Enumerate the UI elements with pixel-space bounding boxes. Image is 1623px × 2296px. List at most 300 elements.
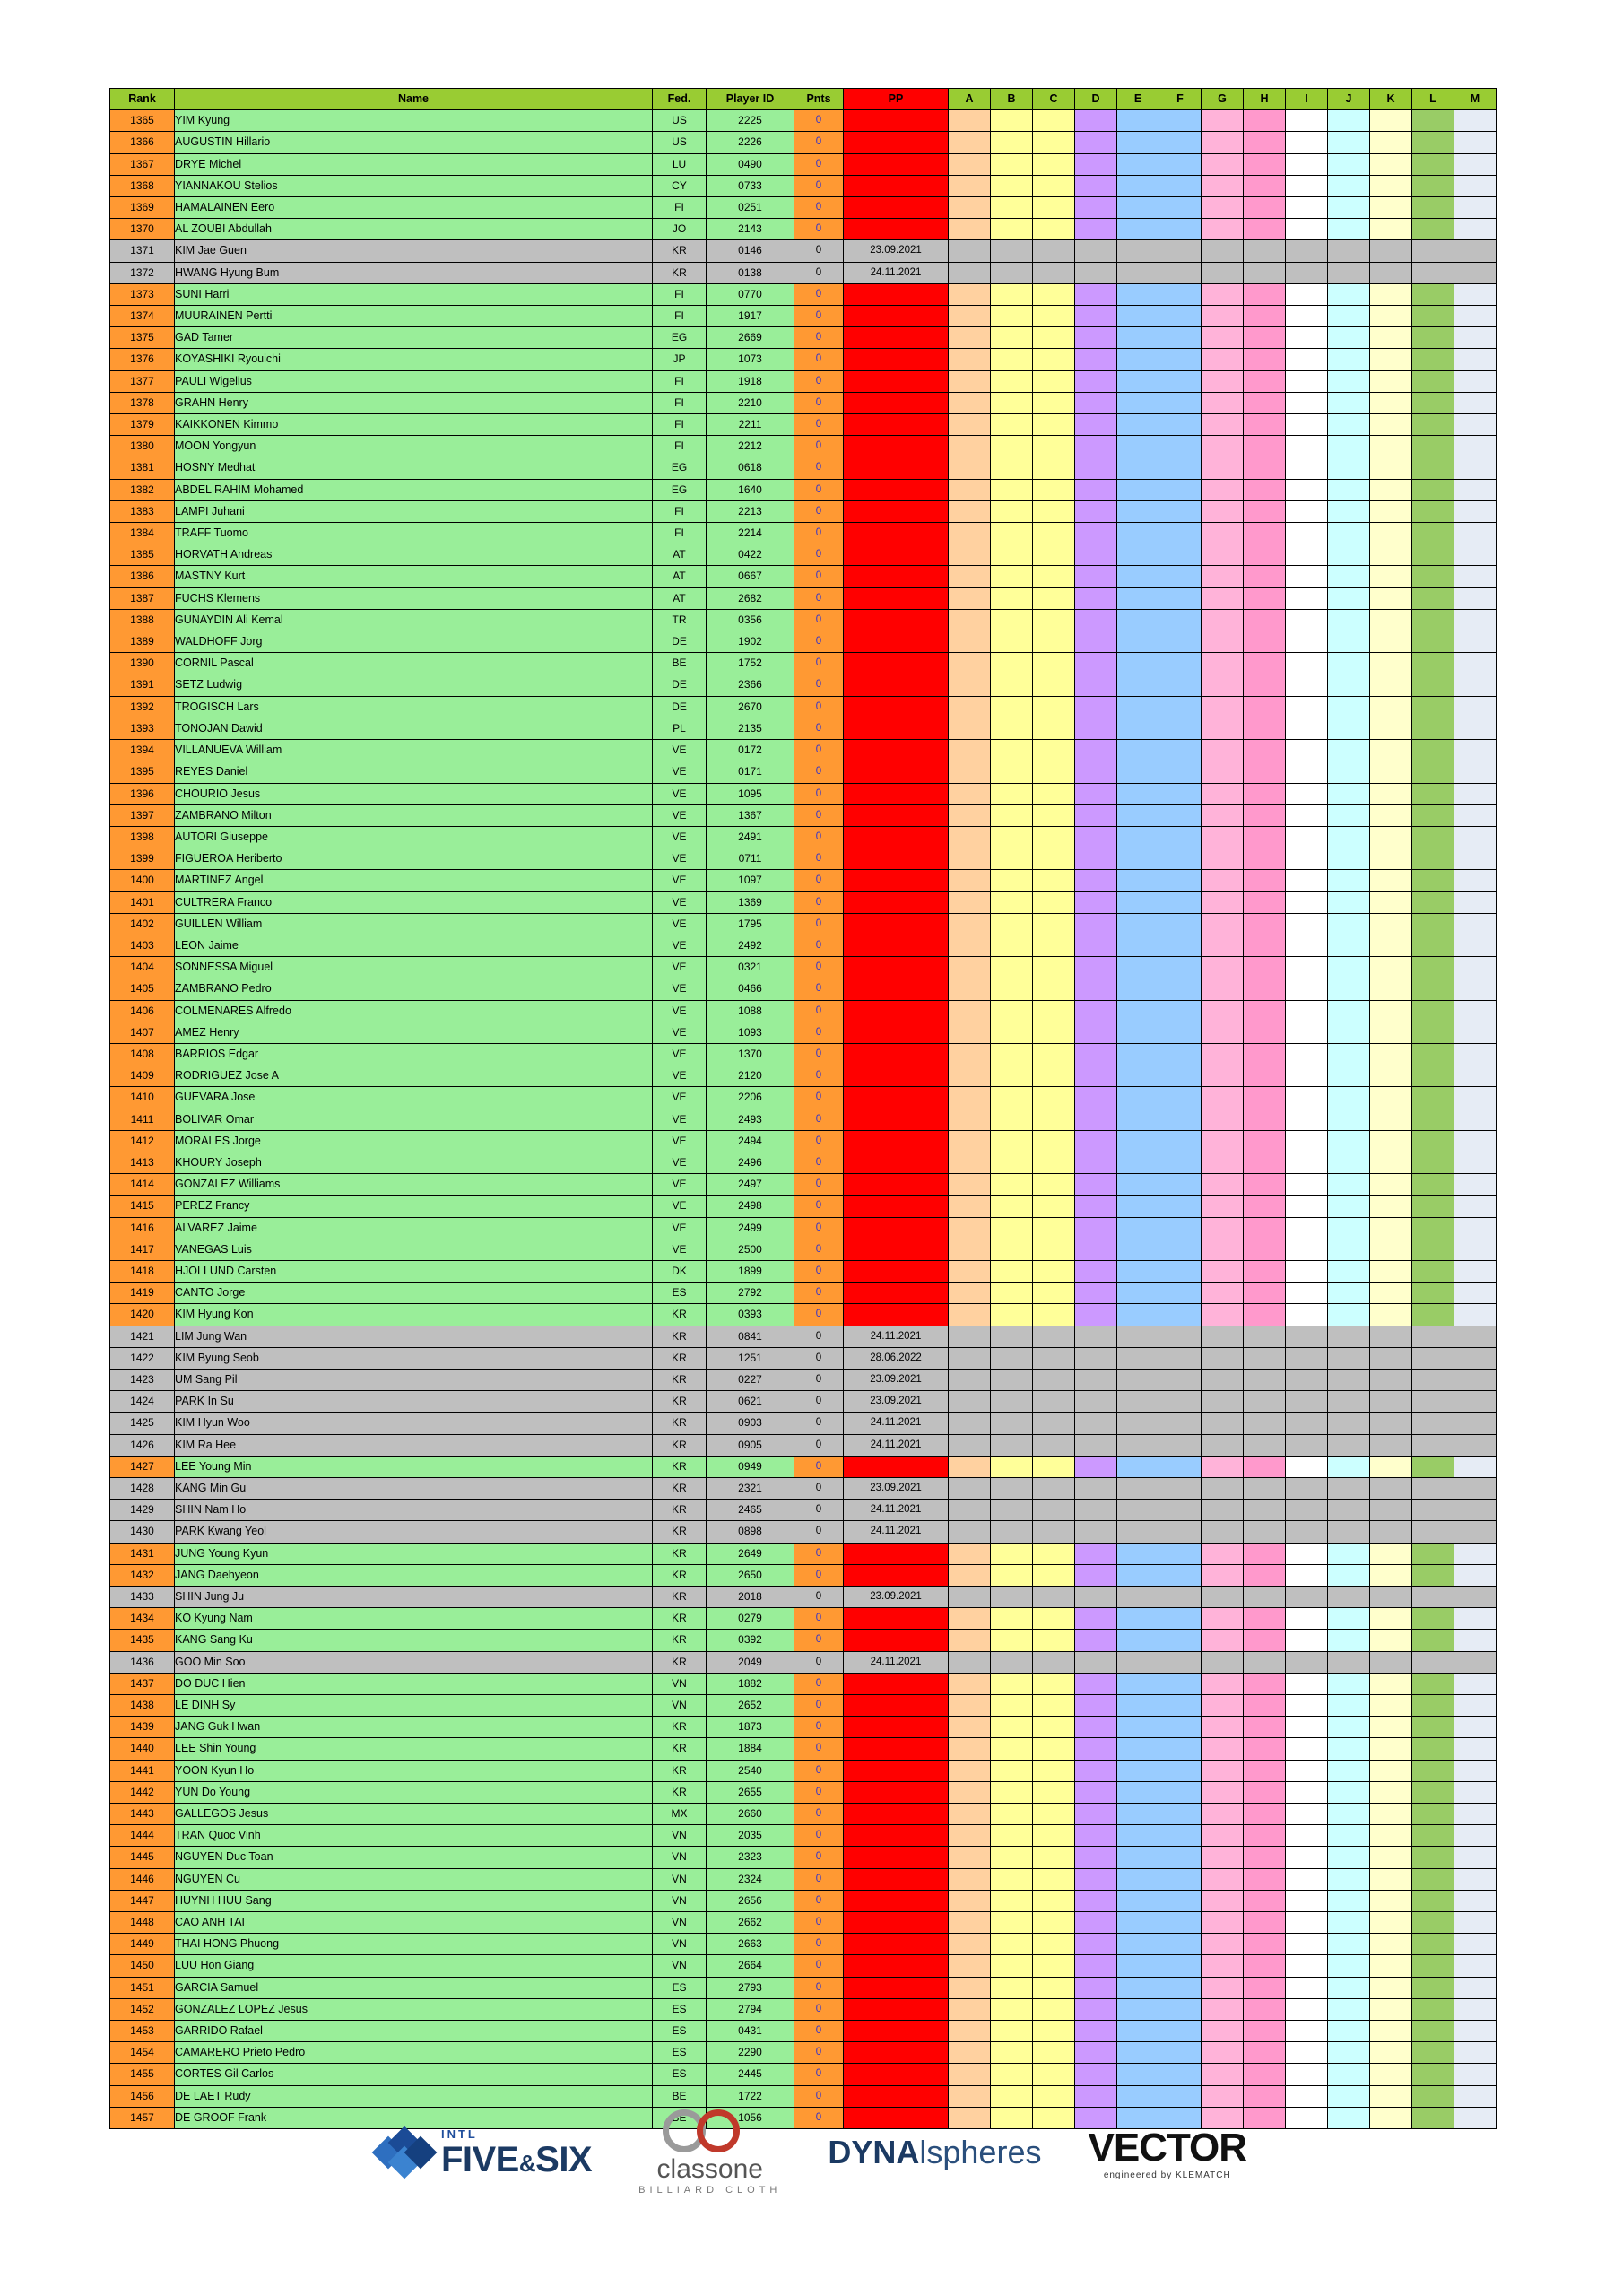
cell-letter-12 [1454, 935, 1497, 956]
cell-player-id: 0618 [707, 457, 794, 479]
cell-letter-5 [1159, 1521, 1202, 1543]
cell-player-id: 1056 [707, 2107, 794, 2128]
cell-letter-11 [1412, 1174, 1454, 1196]
cell-fed: FI [653, 392, 707, 413]
cell-rank: 1449 [110, 1934, 175, 1955]
cell-letter-6 [1202, 1000, 1244, 1022]
cell-player-id: 2120 [707, 1065, 794, 1087]
cell-letter-11 [1412, 1152, 1454, 1173]
cell-letter-11 [1412, 262, 1454, 283]
cell-letter-4 [1117, 1998, 1159, 2020]
cell-pnts: 0 [794, 2064, 844, 2085]
cell-rank: 1391 [110, 674, 175, 696]
cell-letter-11 [1412, 436, 1454, 457]
cell-letter-2 [1033, 587, 1075, 609]
cell-pnts: 0 [794, 1283, 844, 1304]
cell-letter-8 [1286, 1196, 1328, 1217]
cell-letter-12 [1454, 175, 1497, 196]
cell-letter-4 [1117, 653, 1159, 674]
cell-letter-2 [1033, 1283, 1075, 1304]
cell-letter-6 [1202, 1608, 1244, 1630]
cell-letter-7 [1244, 891, 1286, 913]
cell-letter-4 [1117, 1804, 1159, 1825]
cell-letter-5 [1159, 957, 1202, 978]
cell-letter-8 [1286, 1738, 1328, 1760]
cell-letter-5 [1159, 500, 1202, 522]
cell-letter-4 [1117, 1500, 1159, 1521]
cell-letter-8 [1286, 1413, 1328, 1434]
cell-letter-6 [1202, 631, 1244, 653]
cell-letter-12 [1454, 1847, 1497, 1868]
cell-rank: 1443 [110, 1804, 175, 1825]
cell-letter-11 [1412, 1543, 1454, 1564]
table-row [110, 1564, 1497, 1586]
cell-letter-12 [1454, 1760, 1497, 1781]
table-row [110, 1478, 1497, 1500]
cell-letter-10 [1370, 1087, 1412, 1109]
cell-letter-6 [1202, 327, 1244, 349]
cell-letter-8 [1286, 1239, 1328, 1260]
classone-logo [638, 2109, 781, 2196]
cell-letter-9 [1328, 370, 1370, 392]
cell-letter-9 [1328, 1283, 1370, 1304]
table-row [110, 1977, 1497, 1998]
cell-letter-8 [1286, 283, 1328, 305]
cell-pnts: 0 [794, 1217, 844, 1239]
cell-letter-9 [1328, 1217, 1370, 1239]
cell-letter-12 [1454, 197, 1497, 219]
cell-letter-12 [1454, 2042, 1497, 2064]
cell-letter-1 [991, 175, 1033, 196]
cell-letter-10 [1370, 587, 1412, 609]
cell-letter-10 [1370, 804, 1412, 826]
cell-letter-5 [1159, 1781, 1202, 1803]
cell-letter-3 [1075, 2021, 1117, 2042]
cell-letter-3 [1075, 1630, 1117, 1651]
cell-letter-3 [1075, 1260, 1117, 1282]
cell-letter-0 [949, 110, 991, 132]
cell-letter-4 [1117, 913, 1159, 935]
cell-name: VANEGAS Luis [175, 1239, 653, 1260]
cell-letter-5 [1159, 1977, 1202, 1998]
cell-letter-2 [1033, 1998, 1075, 2020]
cell-letter-11 [1412, 566, 1454, 587]
cell-letter-7 [1244, 870, 1286, 891]
cell-letter-7 [1244, 414, 1286, 436]
cell-name: ALVAREZ Jaime [175, 1217, 653, 1239]
cell-letter-3 [1075, 1760, 1117, 1781]
cell-letter-5 [1159, 1695, 1202, 1717]
cell-letter-1 [991, 1804, 1033, 1825]
cell-letter-8 [1286, 1543, 1328, 1564]
cell-letter-8 [1286, 306, 1328, 327]
cell-letter-6 [1202, 436, 1244, 457]
cell-letter-12 [1454, 1434, 1497, 1456]
cell-letter-4 [1117, 153, 1159, 175]
cell-letter-2 [1033, 1934, 1075, 1955]
cell-letter-8 [1286, 1630, 1328, 1651]
cell-fed: KR [653, 1456, 707, 1477]
cell-letter-1 [991, 1673, 1033, 1694]
table-header [110, 89, 1497, 110]
cell-letter-4 [1117, 2021, 1159, 2042]
cell-letter-2 [1033, 153, 1075, 175]
cell-letter-5 [1159, 587, 1202, 609]
cell-letter-2 [1033, 349, 1075, 370]
cell-rank: 1451 [110, 1977, 175, 1998]
cell-letter-12 [1454, 436, 1497, 457]
cell-letter-9 [1328, 826, 1370, 848]
cell-letter-3 [1075, 1608, 1117, 1630]
cell-pp [844, 1847, 949, 1868]
cell-letter-8 [1286, 609, 1328, 631]
cell-letter-11 [1412, 1043, 1454, 1065]
col-f: F [1159, 89, 1202, 110]
cell-letter-10 [1370, 1239, 1412, 1260]
cell-letter-7 [1244, 783, 1286, 804]
cell-player-id: 0898 [707, 1521, 794, 1543]
cell-rank: 1376 [110, 349, 175, 370]
cell-letter-4 [1117, 1890, 1159, 1911]
cell-letter-6 [1202, 1391, 1244, 1413]
cell-letter-12 [1454, 1804, 1497, 1825]
cell-letter-10 [1370, 2042, 1412, 2064]
cell-name: MUURAINEN Pertti [175, 306, 653, 327]
cell-letter-3 [1075, 132, 1117, 153]
cell-letter-8 [1286, 587, 1328, 609]
cell-pp [844, 674, 949, 696]
cell-fed: KR [653, 1651, 707, 1673]
cell-letter-0 [949, 848, 991, 870]
cell-rank: 1452 [110, 1998, 175, 2020]
cell-letter-2 [1033, 523, 1075, 544]
cell-player-id: 2670 [707, 696, 794, 718]
cell-name: PARK Kwang Yeol [175, 1521, 653, 1543]
cell-letter-9 [1328, 175, 1370, 196]
cell-letter-5 [1159, 436, 1202, 457]
cell-letter-2 [1033, 566, 1075, 587]
cell-letter-12 [1454, 2021, 1497, 2042]
cell-letter-11 [1412, 479, 1454, 500]
cell-letter-9 [1328, 1760, 1370, 1781]
cell-letter-0 [949, 1109, 991, 1130]
cell-rank: 1403 [110, 935, 175, 956]
cell-letter-9 [1328, 1651, 1370, 1673]
cell-pnts: 0 [794, 1781, 844, 1803]
cell-letter-1 [991, 2064, 1033, 2085]
cell-player-id: 2682 [707, 587, 794, 609]
cell-letter-7 [1244, 1543, 1286, 1564]
cell-letter-12 [1454, 1043, 1497, 1065]
cell-letter-1 [991, 1955, 1033, 1977]
cell-letter-1 [991, 479, 1033, 500]
cell-letter-0 [949, 1000, 991, 1022]
cell-letter-10 [1370, 1651, 1412, 1673]
cell-letter-7 [1244, 479, 1286, 500]
cell-letter-6 [1202, 392, 1244, 413]
cell-letter-6 [1202, 2021, 1244, 2042]
cell-letter-11 [1412, 1304, 1454, 1326]
cell-letter-1 [991, 870, 1033, 891]
cell-letter-7 [1244, 1456, 1286, 1477]
cell-letter-12 [1454, 370, 1497, 392]
cell-rank: 1435 [110, 1630, 175, 1651]
cell-player-id: 2500 [707, 1239, 794, 1260]
cell-letter-7 [1244, 1564, 1286, 1586]
table-row [110, 414, 1497, 436]
cell-letter-2 [1033, 2064, 1075, 2085]
cell-fed: KR [653, 1391, 707, 1413]
cell-letter-9 [1328, 1000, 1370, 1022]
cell-letter-11 [1412, 1977, 1454, 1998]
cell-letter-6 [1202, 1890, 1244, 1911]
cell-letter-10 [1370, 2064, 1412, 2085]
cell-letter-1 [991, 1369, 1033, 1390]
cell-letter-10 [1370, 1456, 1412, 1477]
cell-letter-7 [1244, 1804, 1286, 1825]
cell-letter-9 [1328, 1391, 1370, 1413]
cell-name: YIM Kyung [175, 110, 653, 132]
cell-letter-2 [1033, 957, 1075, 978]
cell-rank: 1412 [110, 1130, 175, 1152]
cell-pnts: 0 [794, 891, 844, 913]
table-row [110, 240, 1497, 262]
table-row [110, 1543, 1497, 1564]
cell-letter-7 [1244, 1695, 1286, 1717]
cell-letter-3 [1075, 587, 1117, 609]
cell-letter-1 [991, 306, 1033, 327]
cell-pnts: 0 [794, 1434, 844, 1456]
cell-letter-1 [991, 1543, 1033, 1564]
cell-letter-7 [1244, 1391, 1286, 1413]
cell-letter-1 [991, 1283, 1033, 1304]
cell-rank: 1415 [110, 1196, 175, 1217]
cell-fed: AT [653, 566, 707, 587]
cell-letter-0 [949, 500, 991, 522]
cell-letter-8 [1286, 1868, 1328, 1890]
cell-letter-1 [991, 1890, 1033, 1911]
cell-letter-11 [1412, 935, 1454, 956]
cell-player-id: 2793 [707, 1977, 794, 1998]
cell-letter-7 [1244, 2021, 1286, 2042]
cell-letter-10 [1370, 566, 1412, 587]
cell-letter-11 [1412, 1717, 1454, 1738]
cell-letter-12 [1454, 1500, 1497, 1521]
cell-letter-7 [1244, 1868, 1286, 1890]
cell-player-id: 1251 [707, 1347, 794, 1369]
cell-letter-8 [1286, 153, 1328, 175]
cell-letter-5 [1159, 1152, 1202, 1173]
cell-letter-0 [949, 1478, 991, 1500]
cell-fed: ES [653, 1998, 707, 2020]
cell-letter-0 [949, 718, 991, 739]
cell-letter-11 [1412, 1934, 1454, 1955]
cell-fed: DK [653, 1260, 707, 1282]
cell-name: KIM Hyun Woo [175, 1413, 653, 1434]
cell-letter-6 [1202, 566, 1244, 587]
cell-letter-12 [1454, 718, 1497, 739]
cell-player-id: 2496 [707, 1152, 794, 1173]
cell-letter-10 [1370, 1347, 1412, 1369]
cell-letter-4 [1117, 587, 1159, 609]
cell-letter-5 [1159, 978, 1202, 1000]
cell-pp [844, 631, 949, 653]
cell-name: GALLEGOS Jesus [175, 1804, 653, 1825]
cell-letter-9 [1328, 653, 1370, 674]
cell-letter-12 [1454, 1196, 1497, 1217]
cell-letter-9 [1328, 262, 1370, 283]
table-row [110, 1196, 1497, 1217]
cell-letter-9 [1328, 1043, 1370, 1065]
cell-letter-4 [1117, 1022, 1159, 1043]
table-row [110, 1456, 1497, 1477]
cell-letter-4 [1117, 696, 1159, 718]
cell-letter-8 [1286, 110, 1328, 132]
cell-player-id: 0949 [707, 1456, 794, 1477]
cell-letter-7 [1244, 1304, 1286, 1326]
cell-letter-4 [1117, 197, 1159, 219]
cell-letter-3 [1075, 1543, 1117, 1564]
cell-name: KANG Min Gu [175, 1478, 653, 1500]
cell-fed: KR [653, 1760, 707, 1781]
cell-letter-11 [1412, 1781, 1454, 1803]
cell-letter-8 [1286, 1912, 1328, 1934]
cell-letter-10 [1370, 935, 1412, 956]
cell-letter-6 [1202, 197, 1244, 219]
cell-name: TRAFF Tuomo [175, 523, 653, 544]
dynaspheres-logo [828, 2134, 1041, 2171]
cell-letter-9 [1328, 978, 1370, 1000]
cell-letter-6 [1202, 913, 1244, 935]
cell-name: CAO ANH TAI [175, 1912, 653, 1934]
cell-letter-2 [1033, 978, 1075, 1000]
cell-letter-0 [949, 1413, 991, 1434]
ranking-table [109, 88, 1497, 2129]
cell-letter-0 [949, 1955, 991, 1977]
cell-name: DE LAET Rudy [175, 2085, 653, 2107]
cell-letter-0 [949, 349, 991, 370]
cell-letter-3 [1075, 2042, 1117, 2064]
cell-letter-10 [1370, 1413, 1412, 1434]
cell-letter-6 [1202, 1695, 1244, 1717]
cell-letter-5 [1159, 891, 1202, 913]
cell-letter-7 [1244, 1955, 1286, 1977]
cell-letter-10 [1370, 1564, 1412, 1586]
cell-letter-3 [1075, 197, 1117, 219]
cell-letter-11 [1412, 1998, 1454, 2020]
cell-letter-0 [949, 1651, 991, 1673]
cell-fed: VN [653, 1695, 707, 1717]
cell-letter-7 [1244, 1065, 1286, 1087]
cell-pnts: 0 [794, 1847, 844, 1868]
header-row [110, 89, 1497, 110]
cell-letter-9 [1328, 1500, 1370, 1521]
cell-letter-9 [1328, 1695, 1370, 1717]
cell-player-id: 2210 [707, 392, 794, 413]
cell-letter-5 [1159, 696, 1202, 718]
cell-letter-8 [1286, 523, 1328, 544]
cell-letter-11 [1412, 1369, 1454, 1390]
cell-letter-0 [949, 1781, 991, 1803]
col-l: L [1412, 89, 1454, 110]
cell-letter-8 [1286, 2042, 1328, 2064]
cell-letter-0 [949, 457, 991, 479]
cell-letter-5 [1159, 1608, 1202, 1630]
cell-player-id: 2794 [707, 1998, 794, 2020]
cell-fed: VE [653, 761, 707, 783]
cell-letter-11 [1412, 1804, 1454, 1825]
cell-letter-2 [1033, 1152, 1075, 1173]
cell-name: AMEZ Henry [175, 1022, 653, 1043]
cell-letter-3 [1075, 436, 1117, 457]
cell-letter-5 [1159, 1955, 1202, 1977]
cell-pnts: 0 [794, 1260, 844, 1282]
cell-rank: 1445 [110, 1847, 175, 1868]
cell-letter-0 [949, 1196, 991, 1217]
cell-letter-1 [991, 1065, 1033, 1087]
cell-letter-6 [1202, 1022, 1244, 1043]
cell-letter-5 [1159, 132, 1202, 153]
cell-name: SUNI Harri [175, 283, 653, 305]
cell-letter-0 [949, 1825, 991, 1847]
cell-letter-9 [1328, 1022, 1370, 1043]
cell-name: AL ZOUBI Abdullah [175, 219, 653, 240]
cell-letter-5 [1159, 609, 1202, 631]
cell-letter-6 [1202, 1413, 1244, 1434]
cell-letter-12 [1454, 153, 1497, 175]
cell-player-id: 1902 [707, 631, 794, 653]
cell-letter-1 [991, 153, 1033, 175]
cell-letter-4 [1117, 2042, 1159, 2064]
cell-letter-6 [1202, 761, 1244, 783]
cell-name: KIM Byung Seob [175, 1347, 653, 1369]
cell-pp [844, 1781, 949, 1803]
cell-letter-10 [1370, 1043, 1412, 1065]
cell-letter-7 [1244, 175, 1286, 196]
cell-letter-6 [1202, 935, 1244, 956]
cell-letter-4 [1117, 1109, 1159, 1130]
cell-letter-8 [1286, 1391, 1328, 1413]
cell-pp [844, 1456, 949, 1477]
cell-player-id: 0431 [707, 2021, 794, 2042]
cell-letter-3 [1075, 783, 1117, 804]
cell-name: TONOJAN Dawid [175, 718, 653, 739]
cell-letter-6 [1202, 1152, 1244, 1173]
cell-letter-8 [1286, 175, 1328, 196]
cell-fed: KR [653, 1326, 707, 1347]
cell-pnts: 0 [794, 1977, 844, 1998]
cell-letter-2 [1033, 826, 1075, 848]
cell-letter-9 [1328, 457, 1370, 479]
cell-letter-11 [1412, 1955, 1454, 1977]
cell-name: ZAMBRANO Pedro [175, 978, 653, 1000]
cell-letter-8 [1286, 1587, 1328, 1608]
cell-pnts: 0 [794, 392, 844, 413]
cell-letter-5 [1159, 1564, 1202, 1586]
cell-letter-8 [1286, 913, 1328, 935]
cell-letter-10 [1370, 653, 1412, 674]
cell-rank: 1368 [110, 175, 175, 196]
cell-letter-12 [1454, 1152, 1497, 1173]
cell-letter-1 [991, 674, 1033, 696]
cell-letter-1 [991, 1847, 1033, 1868]
cell-letter-12 [1454, 674, 1497, 696]
table-row [110, 1695, 1497, 1717]
cell-letter-11 [1412, 523, 1454, 544]
cell-pnts: 0 [794, 957, 844, 978]
cell-player-id: 2492 [707, 935, 794, 956]
cell-rank: 1409 [110, 1065, 175, 1087]
